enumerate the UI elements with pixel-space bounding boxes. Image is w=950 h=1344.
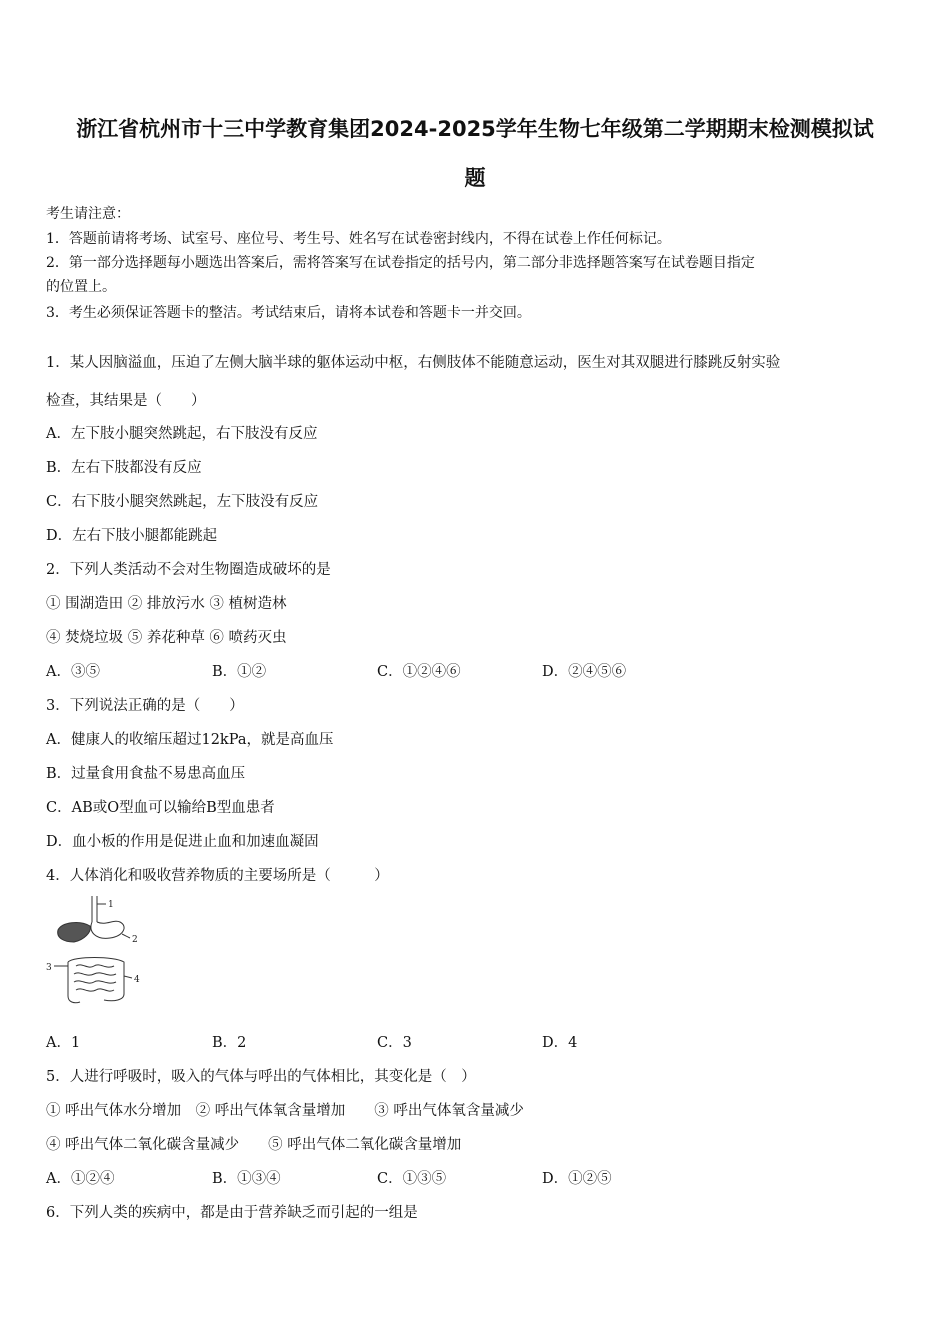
- q3-option-a: A．健康人的收缩压超过12kPa，就是高血压: [46, 732, 334, 748]
- esophagus-shape: [92, 896, 97, 922]
- label-line-4: [124, 976, 132, 978]
- q4-stem: 4．人体消化和吸收营养物质的主要场所是（ ）: [46, 868, 389, 884]
- notice-item-2: 2．第一部分选择题每小题选出答案后，需将答案写在试卷指定的括号内，第二部分非选择题答案写在试卷题目指定: [46, 255, 755, 271]
- q2-option-a: A．③⑤: [46, 664, 100, 680]
- exam-title-continued: 题: [464, 166, 486, 190]
- q1-option-d: D．左右下肢小腿都能跳起: [46, 528, 218, 544]
- exam-title: 浙江省杭州市十三中学教育集团2024-2025学年生物七年级第二学期期末检测模拟试: [76, 117, 874, 141]
- notice-item-2-continued: 的位置上。: [46, 279, 116, 295]
- large-intestine-shape: [68, 958, 124, 1003]
- q4-option-b: B．2: [212, 1035, 247, 1051]
- q2-option-d: D．②④⑤⑥: [542, 664, 627, 680]
- q3-option-b: B．过量食用食盐不易患高血压: [46, 766, 246, 782]
- q3-option-d: D．血小板的作用是促进止血和加速血凝固: [46, 834, 319, 850]
- liver-shape: [58, 923, 91, 942]
- figure-label-4: 4: [134, 975, 140, 985]
- q4-option-a: A．1: [46, 1035, 81, 1051]
- q5-list-1: ① 呼出气体水分增加 ② 呼出气体氧含量增加 ③ 呼出气体氧含量减少: [46, 1103, 524, 1119]
- figure-label-3: 3: [46, 963, 52, 973]
- figure-label-2: 2: [132, 935, 138, 945]
- stomach-shape: [91, 921, 124, 938]
- q4-option-d: D．4: [542, 1035, 578, 1051]
- q1-option-a: A．左下肢小腿突然跳起，右下肢没有反应: [46, 426, 318, 442]
- digestive-system-figure: [44, 892, 144, 1010]
- q2-option-c: C．①②④⑥: [377, 664, 461, 680]
- q5-list-2: ④ 呼出气体二氧化碳含量减少 ⑤ 呼出气体二氧化碳含量增加: [46, 1137, 462, 1153]
- q6-stem: 6．下列人类的疾病中，都是由于营养缺乏而引起的一组是: [46, 1205, 418, 1221]
- q2-list-2: ④ 焚烧垃圾 ⑤ 养花种草 ⑥ 喷药灭虫: [46, 630, 287, 646]
- small-intestine-shape: [74, 965, 116, 991]
- q2-option-b: B．①②: [212, 664, 267, 680]
- q5-option-a: A．①②④: [46, 1171, 115, 1187]
- notice-item-3: 3．考生必须保证答题卡的整洁。考试结束后，请将本试卷和答题卡一并交回。: [46, 305, 531, 321]
- q5-option-d: D．①②⑤: [542, 1171, 612, 1187]
- q5-option-b: B．①③④: [212, 1171, 281, 1187]
- label-line-2: [122, 934, 130, 938]
- q1-option-c: C．右下肢小腿突然跳起，左下肢没有反应: [46, 494, 319, 510]
- figure-label-1: 1: [108, 900, 114, 910]
- q3-stem: 3．下列说法正确的是（ ）: [46, 698, 244, 714]
- q1-stem: 1．某人因脑溢血，压迫了左侧大脑半球的躯体运动中枢，右侧肢体不能随意运动，医生对其双腿进行膝跳反射实验: [46, 355, 781, 371]
- q4-option-c: C．3: [377, 1035, 412, 1051]
- q1-option-b: B．左右下肢都没有反应: [46, 460, 202, 476]
- q2-list-1: ① 围湖造田 ② 排放污水 ③ 植树造林: [46, 596, 287, 612]
- q3-option-c: C．AB或O型血可以输给B型血患者: [46, 800, 275, 816]
- q2-stem: 2．下列人类活动不会对生物圈造成破坏的是: [46, 562, 331, 578]
- notice-heading: 考生请注意：: [46, 206, 130, 222]
- notice-item-1: 1．答题前请将考场、试室号、座位号、考生号、姓名写在试卷密封线内，不得在试卷上作任何标记。: [46, 231, 671, 247]
- q5-stem: 5．人进行呼吸时，吸入的气体与呼出的气体相比，其变化是（ ）: [46, 1069, 476, 1085]
- q1-stem-continued: 检查，其结果是（ ）: [46, 393, 206, 409]
- q5-option-c: C．①③⑤: [377, 1171, 447, 1187]
